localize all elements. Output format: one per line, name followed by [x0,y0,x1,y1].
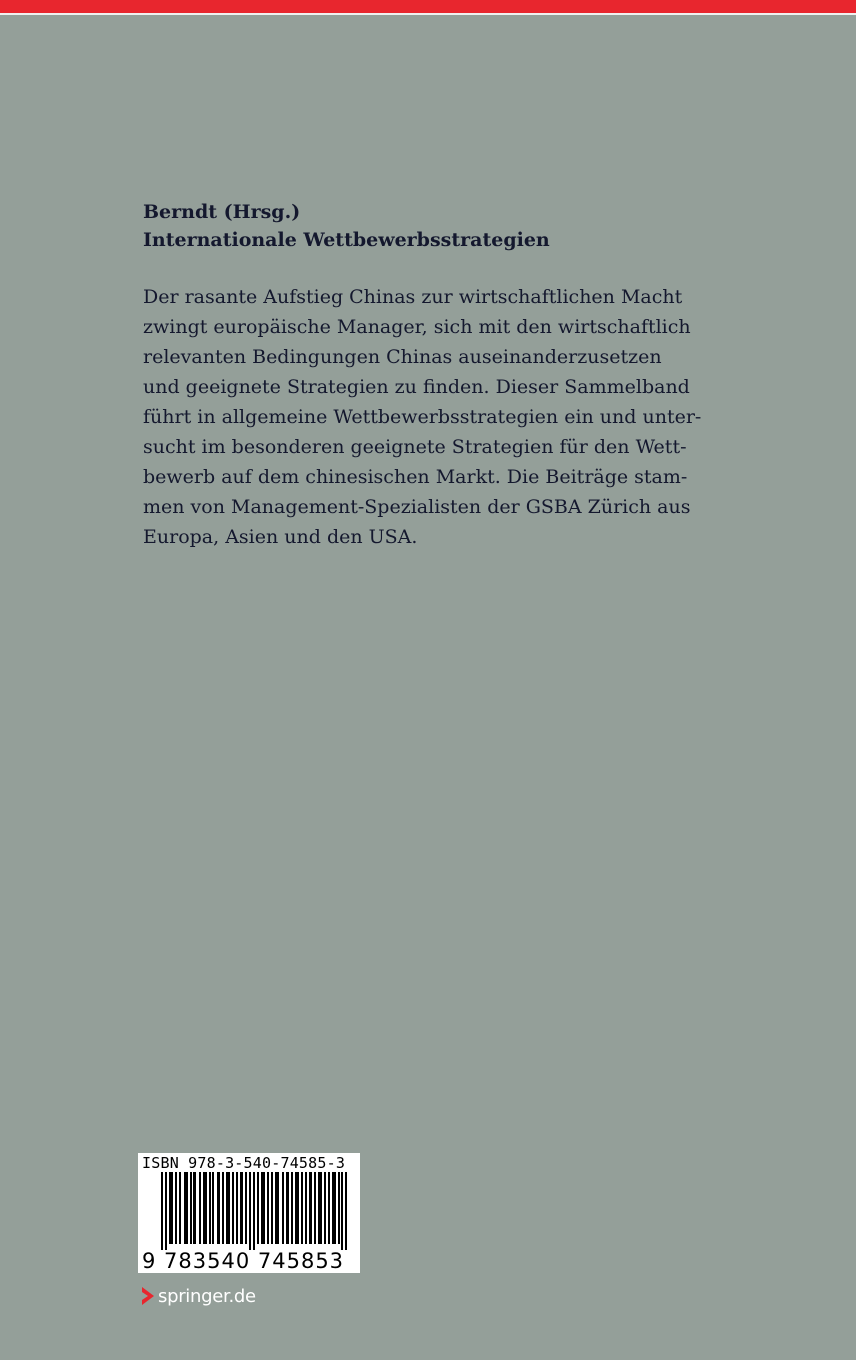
title-block [143,198,550,254]
book-title: Internationale Wettbewerbsstrategien [143,229,550,251]
blurb-line: relevanten Bedingungen Chinas auseinanderzusetzen [143,346,662,368]
chevron-right-icon [140,1286,156,1306]
top-accent-divider [0,13,856,15]
blurb-line: Europa, Asien und den USA. [143,526,418,548]
blurb-line: zwingt europäische Manager, sich mit den wirtschaftlich [143,316,691,338]
barcode [138,1153,360,1273]
blurb-line: sucht im besonderen geeignete Strategien für den Wett- [143,436,687,458]
publisher-label: springer.de [158,1285,256,1307]
blurb-text [143,282,743,552]
top-accent-bar [0,0,856,13]
blurb-line: Der rasante Aufstieg Chinas zur wirtschaftlichen Macht [143,286,683,308]
blurb-line: und geeignete Strategien zu finden. Dieser Sammelband [143,376,690,398]
blurb-line: bewerb auf dem chinesischen Markt. Die Beiträge stam- [143,466,688,488]
editor-line: Berndt (Hrsg.) [143,201,301,223]
publisher-link[interactable] [140,1284,256,1308]
ean-digits: 9 783540 745853 [142,1249,345,1273]
barcode-bars [139,1172,361,1254]
blurb-line: men von Management-Spezialisten der GSBA Zürich aus [143,496,691,518]
isbn-label: ISBN 978-3-540-74585-3 [142,1154,346,1172]
blurb-line: führt in allgemeine Wettbewerbsstrategien ein und unter- [143,406,702,428]
